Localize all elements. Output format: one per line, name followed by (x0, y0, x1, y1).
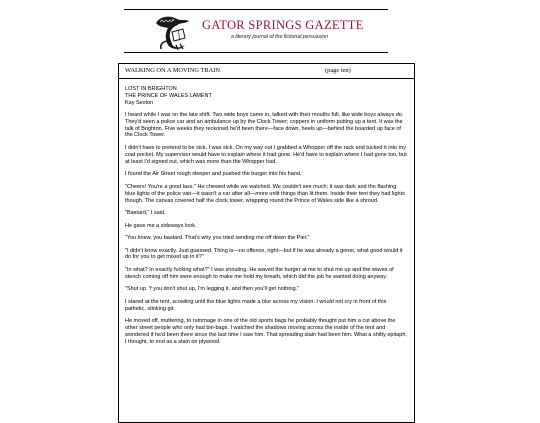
paragraph: He gave me a sideways look. (125, 222, 197, 229)
alligator-reading-book-icon (152, 11, 196, 51)
masthead-bottom-rule (124, 52, 388, 53)
story-byline (125, 86, 408, 107)
article-body (119, 79, 414, 346)
section-header (119, 64, 414, 79)
masthead-subtitle: a literary journal of the fictional persuasion (231, 34, 329, 40)
paragraph: "In what? In exactly fucking what?" I was shouting. He waved the burger at me to shut me up and the waves of stench coming off him were enough to make me hold my breath, which did the job he wanted doing anyway. (125, 266, 394, 280)
paragraph: "Cheers! You're a good lass." He chewed while we watched. We couldn't see much; it was dark and the flashing blue lights of the police van—it wasn't a car after all—more unlit things than lit them. Inside their tent they had lights though. The canvas covered half the clock tower, wrapping round the Prince of Wales side like a shroud. (125, 183, 405, 204)
paragraph: I stared at the tent, scowling until the blue lights made a blur across my vision. I would not cry in front of this pathetic, stinking git. (125, 298, 387, 312)
section-title: WALKING ON A MOVING TRAIN (125, 67, 221, 74)
article-frame (118, 63, 415, 423)
paragraph: He moved off, muttering, to rummage in one of the old sports bags he probably thought put him a cut above the other street people who only had bin-bags. I watched the shadows moving across the inside of the tent and wondered if he'd been there since the last time I saw him. That spreading stain had been him. What a shitty epitaph, I thought, to end as a stain on plywood. (125, 318, 407, 345)
masthead-title: GATOR SPRINGS GAZETTE (202, 18, 364, 32)
story-author: Kay Sexton (125, 99, 154, 106)
paragraph: "Shut up. 'f you don't shut up, I'm legging it, and then you'll get nothing." (125, 286, 300, 293)
paragraph: "I didn't know exactly. Just guessed. Thing is—no offence, right—but if he was already a goner, what good would it do for you to get mixed up in it?" (125, 247, 403, 261)
paragraph: "You knew, you bastard. That's why you tried sending me off down the Pier." (125, 235, 310, 242)
paragraph: "Bastard," I said. (125, 210, 166, 217)
story-title: THE PRINCE OF WALES LAMENT (125, 92, 212, 99)
paragraph: I heard while I was on the late shift. Two wide boys came in, talked with their mouths full, like wide boys always do. They'd seen a police car and an ambulance up by the Clock Tower; coppers in uniform putting up a tent. It was the talk of Brighton. Five weeks they reckoned he'd been there—face down, heels up—behind the boarded up face of the Clock Tower. (125, 111, 404, 139)
paragraph: I found the Air Street rough sleeper and pushed the burger into his hand. (125, 171, 302, 178)
story-series: LOST IN BRIGHTON (125, 86, 177, 92)
masthead-top-rule (124, 9, 388, 10)
paragraph: I didn't have to pretend to be sick, I was sick. On my way out I grabbed a Whopper off the rack and tucked it into my coat pocket. My supervisor would have to explain where it had gone. He'd have to explain where I had gone too, but at least I'd signed out, which was more than the Whopper had. (125, 144, 407, 165)
page-number: (page ten) (325, 67, 351, 74)
